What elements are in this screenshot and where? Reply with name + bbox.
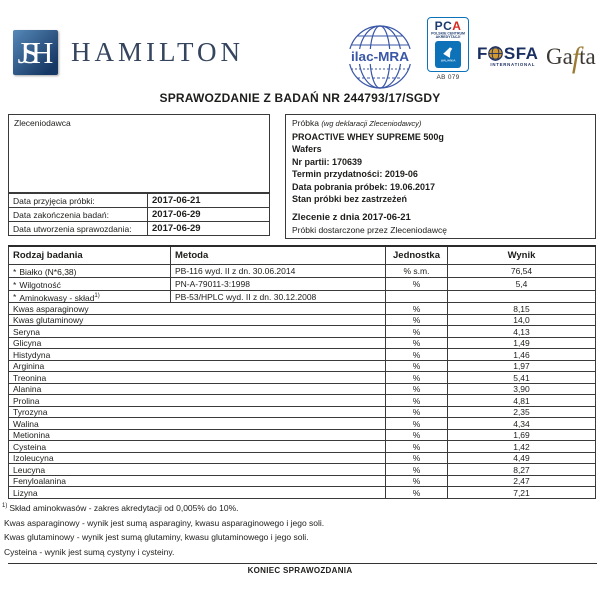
sample-line: Termin przydatności: 2019-06	[292, 169, 418, 179]
amino-acid-result: 2,35	[448, 406, 596, 418]
analysis-name: Aminokwasy - skład	[19, 292, 95, 303]
amino-acid-unit: %	[386, 349, 448, 361]
footnote-text: Cysteina - wynik jest sumą cystyny i cysteiny.	[4, 546, 175, 557]
amino-acid-row	[9, 475, 596, 487]
amino-acid-name: Kwas asparaginowy	[9, 303, 386, 315]
analysis-name: Białko (N*6,38)	[19, 266, 77, 277]
column-header: Rodzaj badania	[9, 246, 171, 265]
amino-acid-result: 2,47	[448, 475, 596, 487]
column-header: Wynik	[448, 246, 596, 265]
date-value: 2017-06-29	[148, 222, 270, 236]
amino-acid-name: Treonina	[9, 372, 386, 384]
analysis-method: PN-A-79011-3:1998	[171, 277, 386, 290]
amino-acid-unit: %	[386, 464, 448, 476]
analysis-result	[448, 290, 596, 303]
amino-acid-result: 1,49	[448, 337, 596, 349]
fosfa-globe-icon	[488, 46, 503, 61]
jsh-hamilton-logo	[13, 30, 244, 75]
analysis-row	[9, 290, 596, 303]
amino-acid-unit: %	[386, 383, 448, 395]
amino-acid-unit: %	[386, 337, 448, 349]
amino-acid-unit: %	[386, 429, 448, 441]
pca-name-pc: PC	[434, 19, 453, 33]
analysis-method: PB-116 wyd. II z dn. 30.06.2014	[171, 265, 386, 278]
amino-acid-name: Histydyna	[9, 349, 386, 361]
footnote-text: Kwas glutaminowy - wynik jest sumą glutaminy, kwasu glutaminowego i jego soli.	[4, 531, 309, 542]
amino-acid-row	[9, 395, 596, 407]
dates-body	[9, 194, 270, 236]
amino-acid-unit: %	[386, 303, 448, 315]
amino-acid-result: 1,97	[448, 360, 596, 372]
amino-acid-result: 7,21	[448, 487, 596, 499]
amino-acid-unit: %	[386, 475, 448, 487]
client-label: Zleceniodawca	[14, 118, 71, 128]
amino-acid-unit: %	[386, 372, 448, 384]
footnote-text: Skład aminokwasów - zakres akredytacji od 0,005% do 10%.	[9, 502, 239, 513]
fosfa-name-end: SFA	[503, 44, 539, 63]
footnote-sup: 1)	[2, 503, 8, 509]
analysis-result: 76,54	[448, 265, 596, 278]
pca-name	[429, 20, 467, 32]
amino-acid-unit: %	[386, 314, 448, 326]
amino-acid-row	[9, 441, 596, 453]
report-end-label: KONIEC SPRAWOZDANIA	[247, 566, 353, 575]
analysis-row	[9, 265, 596, 278]
analysis-unit: %	[386, 277, 448, 290]
amino-acid-result: 1,46	[448, 349, 596, 361]
results-body	[9, 265, 596, 499]
jsh-monogram-letters: JSH	[17, 35, 46, 70]
gafta-part3: ta	[579, 44, 596, 69]
sample-label-note: (wg deklaracji Zleceniodawcy)	[321, 119, 422, 128]
ilac-mra-logo	[347, 24, 413, 95]
amino-acid-result: 4,49	[448, 452, 596, 464]
analysis-unit	[386, 290, 448, 303]
amino-acid-unit: %	[386, 487, 448, 499]
footnote	[2, 515, 324, 530]
amino-acid-name: Glicyna	[9, 337, 386, 349]
amino-acid-unit: %	[386, 418, 448, 430]
amino-acid-name: Alanina	[9, 383, 386, 395]
amino-acid-name: Prolina	[9, 395, 386, 407]
fosfa-name-start: F	[477, 44, 488, 63]
analysis-unit: % s.m.	[386, 265, 448, 278]
footnote-text: Kwas asparaginowy - wynik jest sumą asparaginy, kwasu asparaginowego i jego soli.	[4, 517, 325, 528]
accredited-marker: *	[13, 279, 17, 290]
sample-header	[292, 117, 589, 131]
amino-acid-name: Izoleucyna	[9, 452, 386, 464]
date-label: Data utworzenia sprawozdania:	[9, 222, 148, 236]
pca-badge-label: BADANIA	[440, 59, 456, 63]
delivered-line: Próbki dostarczone przez Zleceniodawcę	[292, 225, 447, 235]
report-end-divider	[8, 563, 597, 564]
accredited-marker: *	[13, 292, 17, 303]
footnotes	[2, 500, 324, 558]
sample-line: Nr partii: 170639	[292, 156, 363, 167]
pca-badge	[435, 41, 461, 68]
amino-acid-result: 1,42	[448, 441, 596, 453]
date-row	[9, 208, 270, 222]
amino-acid-row	[9, 383, 596, 395]
amino-acid-name: Seryna	[9, 326, 386, 338]
sample-box	[285, 114, 596, 239]
amino-acid-unit: %	[386, 406, 448, 418]
amino-acid-name: Leucyna	[9, 464, 386, 476]
analysis-result: 5,4	[448, 277, 596, 290]
amino-acid-result: 5,41	[448, 372, 596, 384]
fosfa-subtitle: INTERNATIONAL	[490, 63, 536, 68]
amino-acid-name: Arginina	[9, 360, 386, 372]
amino-acid-result: 8,15	[448, 303, 596, 315]
dates-table	[8, 193, 270, 236]
column-header: Jednostka	[386, 246, 448, 265]
sample-line: Stan próbki bez zastrzeżeń	[292, 194, 408, 204]
amino-acid-row	[9, 372, 596, 384]
amino-acid-unit: %	[386, 360, 448, 372]
amino-acid-name: Cysteina	[9, 441, 386, 453]
pca-logo	[427, 17, 469, 81]
amino-acid-name: Tyrozyna	[9, 406, 386, 418]
sample-lines	[292, 131, 589, 206]
amino-acid-row	[9, 452, 596, 464]
amino-acid-row	[9, 406, 596, 418]
accredited-marker: *	[13, 266, 17, 277]
sample-line: PROACTIVE WHEY SUPREME 500g	[292, 131, 444, 142]
amino-acid-name: Kwas glutaminowy	[9, 314, 386, 326]
amino-acid-name: Lizyna	[9, 487, 386, 499]
fosfa-name	[477, 45, 549, 62]
amino-acid-row	[9, 464, 596, 476]
date-row	[9, 222, 270, 236]
amino-acid-row	[9, 337, 596, 349]
amino-acid-result: 4,81	[448, 395, 596, 407]
date-label: Data zakończenia badań:	[9, 208, 148, 222]
pca-name-a: A	[452, 19, 462, 33]
ilac-mra-label: ilac-MRA	[351, 49, 410, 64]
amino-acid-name: Fenyloalanina	[9, 475, 386, 487]
globe-icon	[347, 24, 413, 90]
jsh-monogram-icon	[13, 30, 58, 75]
footnote	[2, 500, 324, 515]
footnote	[2, 529, 324, 544]
amino-acid-unit: %	[386, 452, 448, 464]
date-value: 2017-06-29	[148, 208, 270, 222]
report-title: SPRAWOZDANIE Z BADAŃ NR 244793/17/SGDY	[159, 91, 441, 105]
date-row	[9, 194, 270, 208]
fosfa-logo	[477, 45, 549, 70]
footnote	[2, 544, 324, 559]
amino-acid-row	[9, 303, 596, 315]
flask-icon	[442, 46, 455, 59]
pca-org-label: POLSKIE CENTRUM AKREDYTACJI	[431, 32, 465, 40]
order-line: Zlecenie z dnia 2017-06-21	[292, 211, 411, 223]
gafta-logo	[546, 40, 596, 74]
sample-label: Próbka	[292, 118, 319, 128]
pca-box	[427, 17, 469, 72]
amino-acid-unit: %	[386, 326, 448, 338]
pca-accreditation-number: AB 079	[436, 74, 460, 81]
column-header: Metoda	[171, 246, 386, 265]
client-box	[8, 114, 270, 193]
amino-acid-row	[9, 360, 596, 372]
amino-acid-row	[9, 429, 596, 441]
amino-acid-unit: %	[386, 395, 448, 407]
amino-acid-row	[9, 487, 596, 499]
amino-acid-result: 3,90	[448, 383, 596, 395]
brand-name: HAMILTON	[71, 37, 245, 67]
amino-acid-name: Walina	[9, 418, 386, 430]
analysis-row	[9, 277, 596, 290]
date-label: Data przyjęcia próbki:	[9, 194, 148, 208]
sample-line: Data pobrania próbek: 19.06.2017	[292, 181, 436, 192]
sample-line: Wafers	[292, 144, 322, 154]
results-table	[8, 245, 596, 499]
amino-acid-unit: %	[386, 441, 448, 453]
amino-acid-row	[9, 418, 596, 430]
amino-acid-result: 8,27	[448, 464, 596, 476]
amino-acid-row	[9, 349, 596, 361]
amino-acid-result: 4,13	[448, 326, 596, 338]
footnote-marker: 1)	[94, 292, 100, 299]
amino-acid-result: 4,34	[448, 418, 596, 430]
date-value: 2017-06-21	[148, 194, 270, 208]
amino-acid-row	[9, 314, 596, 326]
amino-acid-result: 14,0	[448, 314, 596, 326]
gafta-part1: Ga	[546, 44, 573, 69]
analysis-method: PB-53/HPLC wyd. II z dn. 30.12.2008	[171, 290, 386, 303]
gafta-part2: f	[571, 41, 581, 74]
amino-acid-name: Metionina	[9, 429, 386, 441]
results-header-row	[9, 246, 596, 265]
analysis-name: Wilgotność	[19, 279, 61, 290]
amino-acid-result: 1,69	[448, 429, 596, 441]
amino-acid-row	[9, 326, 596, 338]
